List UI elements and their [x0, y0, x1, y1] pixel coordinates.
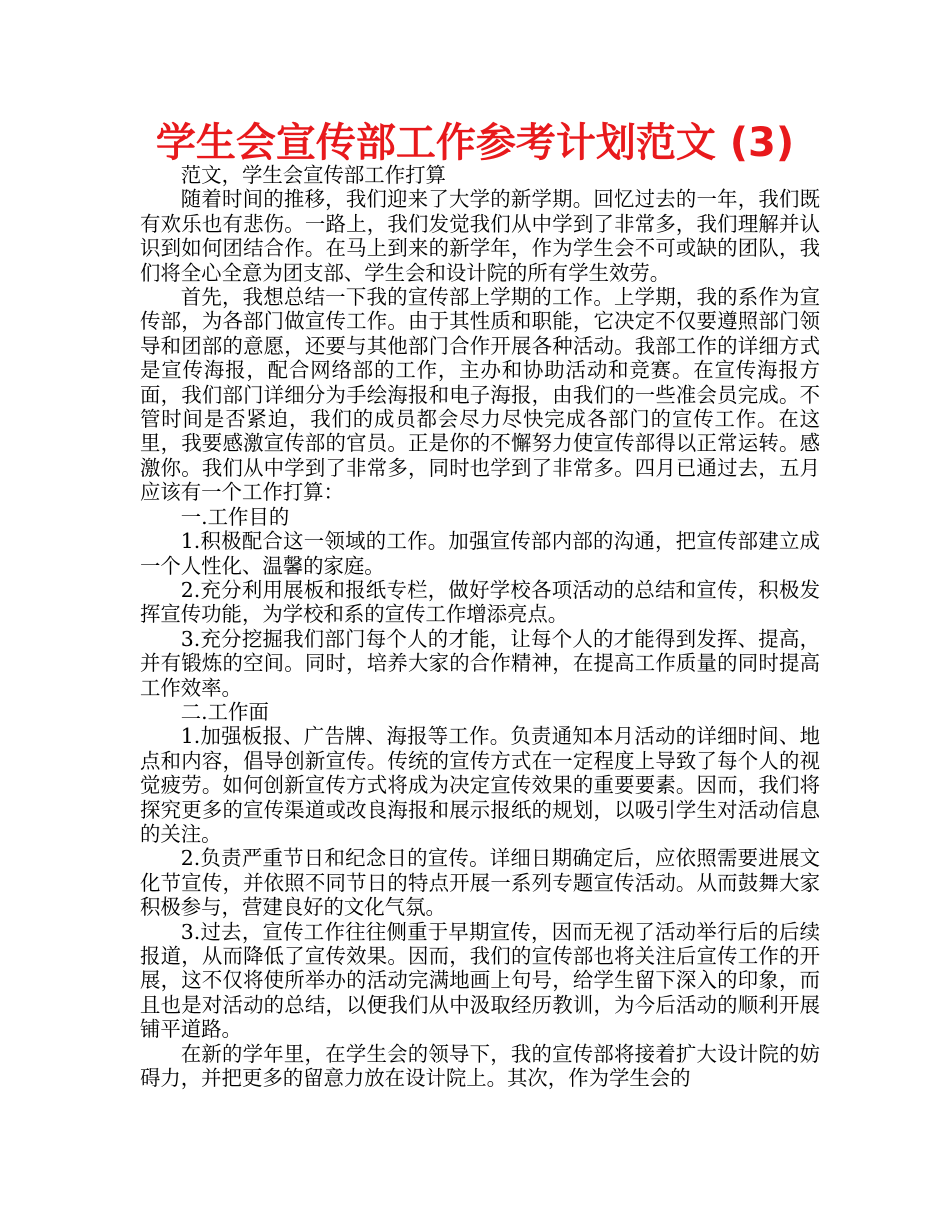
- goal-item-1: 1.积极配合这一领域的工作。加强宣传部内部的沟通，把宣传部建立成一个人性化、温馨的家庭。: [140, 529, 820, 578]
- document-body: [140, 163, 820, 1090]
- section-heading-goals: 一.工作目的: [180, 504, 290, 529]
- paragraph-new-year: 在新的学年里，在学生会的领导下，我的宣传部将接着扩大设计院的妨碍力，并把更多的留意力放在设计院上。其次，作为学生会的: [140, 1041, 820, 1091]
- paragraph-opening: 随着时间的推移，我们迎来了大学的新学期。回忆过去的一年，我们既有欢乐也有悲伤。一路上，我们发觉我们从中学到了非常多，我们理解并认识到如何团结合作。在马上到来的新学年，作为学生会不可或缺的团队，我们将全心全意为团支部、学生会和设计院的所有学生效劳。: [140, 187, 820, 285]
- section-heading-work-areas: 二.工作面: [180, 699, 269, 724]
- work-item-3: 3.过去，宣传工作往往侧重于早期宣传，因而无视了活动举行后的后续报道，从而降低了宣传效果。因而，我们的宣传部也将关注后宣传工作的开展，这不仅将使所举办的活动完满地画上句号，给学生留下深入的印象，而且也是对活动的总结，以便我们从中汲取经历教训，为今后活动的顺利开展铺平道路。: [140, 919, 820, 1042]
- goal-item-3: 3.充分挖掘我们部门每个人的才能，让每个人的才能得到发挥、提高，并有锻炼的空间。同时，培养大家的合作精神，在提高工作质量的同时提高工作效率。: [140, 626, 820, 700]
- work-item-1: 1.加强板报、广告牌、海报等工作。负责通知本月活动的详细时间、地点和内容，倡导创新宣传。传统的宣传方式在一定程度上导致了每个人的视觉疲劳。如何创新宣传方式将成为决定宣传效果的重要要素。因而，我们将探究更多的宣传渠道或改良海报和展示报纸的规划，以吸引学生对活动信息的关注。: [140, 724, 820, 846]
- paragraph-summary: 首先，我想总结一下我的宣传部上学期的工作。上学期，我的系作为宣传部，为各部门做宣传工作。由于其性质和职能，它决定不仅要遵照部门领导和团部的意愿，还要与其他部门合作开展各种活动。我部工作的详细方式是宣传海报，配合网络部的工作，主办和协助活动和竞赛。在宣传海报方面，我们部门详细分为手绘海报和电子海报，由我们的一些准会员完成。不管时间是否紧迫，我们的成员都会尽力尽快完成各部门的宣传工作。在这里，我要感激宣传部的官员。正是你的不懈努力使宣传部得以正常运转。感激你。我们从中学到了非常多，同时也学到了非常多。四月已通过去，五月应该有一个工作打算：: [140, 285, 820, 505]
- goal-item-2: 2.充分利用展板和报纸专栏，做好学校各项活动的总结和宣传，积极发挥宣传功能，为学校和系的宣传工作增添亮点。: [140, 577, 820, 627]
- document-title: 学生会宣传部工作参考计划范文 (3): [155, 120, 795, 166]
- work-item-2: 2.负责严重节日和纪念日的宣传。详细日期确定后，应依照需要进展文化节宣传，并依照不同节日的特点开展一系列专题宣传活动。从而鼓舞大家积极参与，营建良好的文化气氛。: [140, 846, 820, 920]
- paragraph-intro: 范文，学生会宣传部工作打算: [180, 163, 446, 187]
